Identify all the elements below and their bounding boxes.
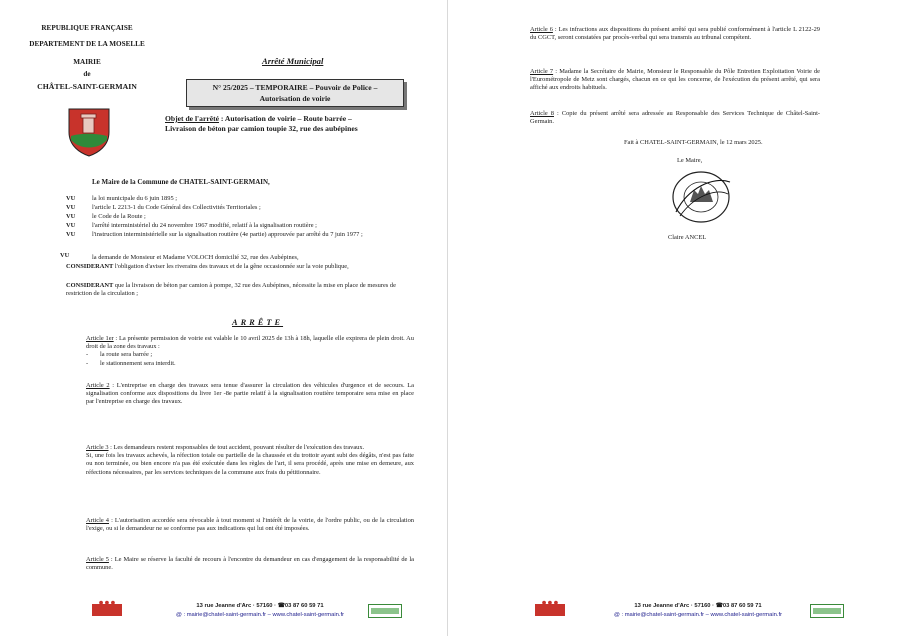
vu-item: l'instruction interministérielle sur la signalisation routière (4e partie) approuvée par arrêté du 7 juin 1977 ; — [92, 231, 363, 238]
footer-contact[interactable]: @ : mairie@chatel-saint-germain.fr – www.chatel-saint-germain.fr — [175, 611, 345, 618]
vu-item: la loi municipale du 6 juin 1895 ; — [92, 195, 178, 202]
article-4-text: : L'autorisation accordée sera révocable à tout moment si l'intérêt de la voirie, de l'ordre public, ou de la circulation l'exige, ou si le demandeur ne se conforme pas aux indications qui lui ont été imposées. — [86, 517, 414, 533]
article-1-text: : La présente permission de voirie est valable le 10 avril 2025 de 13h à 18h, laquelle elle expirera de plein droit. Au droit de la zone des travaux : — [86, 335, 414, 351]
footer-left — [150, 602, 370, 619]
objet-line1: : Autorisation de voirie – Route barrée – — [218, 114, 352, 123]
article-1 — [86, 335, 414, 368]
article-3-text2: Si, une fois les travaux achevés, la réfection totale ou partielle de la chaussée et du trottoir ayant subi des dégâts, n'est pas faite ou non terminée, ou bien encore n'a pas été exécutée dans les règles de l'art, il sera procédé, après une mise en demeure, aux réfections nécessaires, par les services techniques de la commune aux frais du pétitionnaire. — [86, 452, 414, 476]
arrete-number-box — [186, 79, 404, 107]
vu-label: VU — [66, 195, 76, 202]
article-2-text: : L'entreprise en charge des travaux sera tenue d'assurer la circulation des véhicules d'urgence et de secours. La signalisation conforme aux dispositions du livre 1er -8e partie relatif à la signalisation routière temporaire sera mise en place par l'entreprise en charge des travaux. — [86, 382, 414, 406]
considerant-2-text: que la livraison de béton par camion à pompe, 32 rue des Aubépines, nécessite la mise en place de mesures de restriction de la circulation ; — [66, 282, 396, 298]
footer-address: 13 rue Jeanne d'Arc · 57160 · ☎03 87 60 59 71 — [634, 603, 762, 609]
article-3 — [86, 444, 414, 477]
maire-intro: Le Maire de la Commune de CHATEL-SAINT-GERMAIN, — [92, 178, 270, 186]
vu-label: VU — [66, 222, 76, 229]
arrete-municipal-label: Arrêté Municipal — [262, 56, 324, 66]
vu-item: le Code de la Route ; — [92, 213, 146, 220]
considerant-label: CONSIDERANT — [66, 282, 114, 289]
article-2 — [86, 382, 414, 407]
article-1-label: Article 1er — [86, 335, 114, 342]
article-8-text: : Copie du présent arrêté sera adressée au Responsable des Services Technique de Châtel-Saint-Germain. — [530, 110, 820, 126]
objet-line2: Livraison de béton par camion toupie 32, rue des aubépines — [165, 124, 358, 133]
article-4 — [86, 517, 414, 533]
vu-item: l'arrêté interministériel du 24 novembre 1967 modifié, relatif à la signalisation routière ; — [92, 222, 317, 229]
article-8 — [530, 110, 820, 126]
considerant-1 — [66, 263, 421, 271]
article-3-text: : Les demandeurs restent responsables de tout accident, pouvant résulter de l'exécution des travaux. — [108, 444, 365, 451]
article-5-label: Article 5 — [86, 556, 109, 563]
article-6-label: Article 6 — [530, 26, 553, 33]
article-8-label: Article 8 — [530, 110, 554, 117]
arrete-number: N° 25/2025 – TEMPORAIRE – Pouvoir de Police – — [212, 83, 378, 92]
coat-of-arms-icon — [66, 106, 112, 158]
article-7-text: : Madame la Secrétaire de Mairie, Monsieur le Responsable du Pôle Entretien Exploitation Voirie de l'Eurométropole de Metz sont chargés, chacun en ce qui les concerne, de l'exécution du présent arrêté, qui sera affiché aux endroits habituels. — [530, 68, 821, 92]
considerant-1-text: l'obligation d'aviser les riverains des travaux et de la gêne occasionnée sur la voie publique, — [113, 263, 349, 270]
header-mairie: MAIRIE — [73, 58, 101, 66]
signatory-name: Claire ANCEL — [668, 234, 707, 241]
arrete-title: ARRÊTE — [232, 318, 284, 327]
page-divider — [447, 0, 448, 636]
arrete-subject: Autorisation de voirie — [259, 93, 331, 103]
article-7-label: Article 7 — [530, 68, 554, 75]
considerant-label: CONSIDERANT — [66, 263, 114, 270]
label-logo-icon — [368, 604, 402, 618]
vu-item: la demande de Monsieur et Madame VOLOCH domicilié 32, rue des Aubépines, — [92, 254, 299, 261]
label-logo-icon — [810, 604, 844, 618]
footer-address: 13 rue Jeanne d'Arc · 57160 · ☎03 87 60 59 71 — [196, 603, 324, 609]
vu-label: VU — [66, 204, 76, 211]
article-5 — [86, 556, 414, 572]
article-4-label: Article 4 — [86, 517, 110, 524]
vu-label: VU — [66, 231, 76, 238]
commune-logo-icon: ● ● ● — [535, 604, 565, 616]
header-de: de — [83, 70, 91, 78]
article-6-text: : Les infractions aux dispositions du présent arrêté qui sera publié conformément à l'article L 2122-29 du CGCT, seront constatées par procès-verbal qui sera transmis au tribunal compétent. — [530, 26, 820, 42]
header-commune: CHÂTEL-SAINT-GERMAIN — [37, 82, 137, 91]
objet-label: Objet de l'arrêté — [165, 114, 219, 123]
commune-logo-icon: ● ● ● — [92, 604, 122, 616]
mairie-stamp-icon — [668, 168, 734, 226]
article-3-label: Article 3 — [86, 444, 109, 451]
header-departement: DEPARTEMENT DE LA MOSELLE — [29, 40, 145, 48]
article-7 — [530, 68, 820, 92]
article-5-text: : Le Maire se réserve la faculté de recours à l'encontre du demandeur en cas d'engagement de la responsabilité de la commune. — [86, 556, 414, 572]
vu-label: VU — [60, 252, 70, 259]
le-maire-label: Le Maire, — [677, 157, 703, 164]
vu-item: l'article L 2213-1 du Code Général des Collectivités Territoriales ; — [92, 204, 261, 211]
vu-label: VU — [66, 213, 76, 220]
article-2-label: Article 2 — [86, 382, 110, 389]
considerant-2 — [66, 282, 421, 298]
republic-header — [22, 24, 152, 91]
footer-contact[interactable]: @ : mairie@chatel-saint-germain.fr – www.chatel-saint-germain.fr — [613, 611, 783, 618]
fait-a-line: Fait à CHATEL-SAINT-GERMAIN, le 12 mars 2025. — [624, 139, 763, 146]
article-6 — [530, 26, 820, 42]
article-1-bullet: - la route sera barrée ; — [86, 351, 414, 359]
objet-block — [165, 114, 425, 134]
article-1-bullet: - le stationnement sera interdit. — [86, 360, 414, 368]
footer-right — [588, 602, 808, 619]
header-republique: REPUBLIQUE FRANÇAISE — [41, 24, 133, 32]
